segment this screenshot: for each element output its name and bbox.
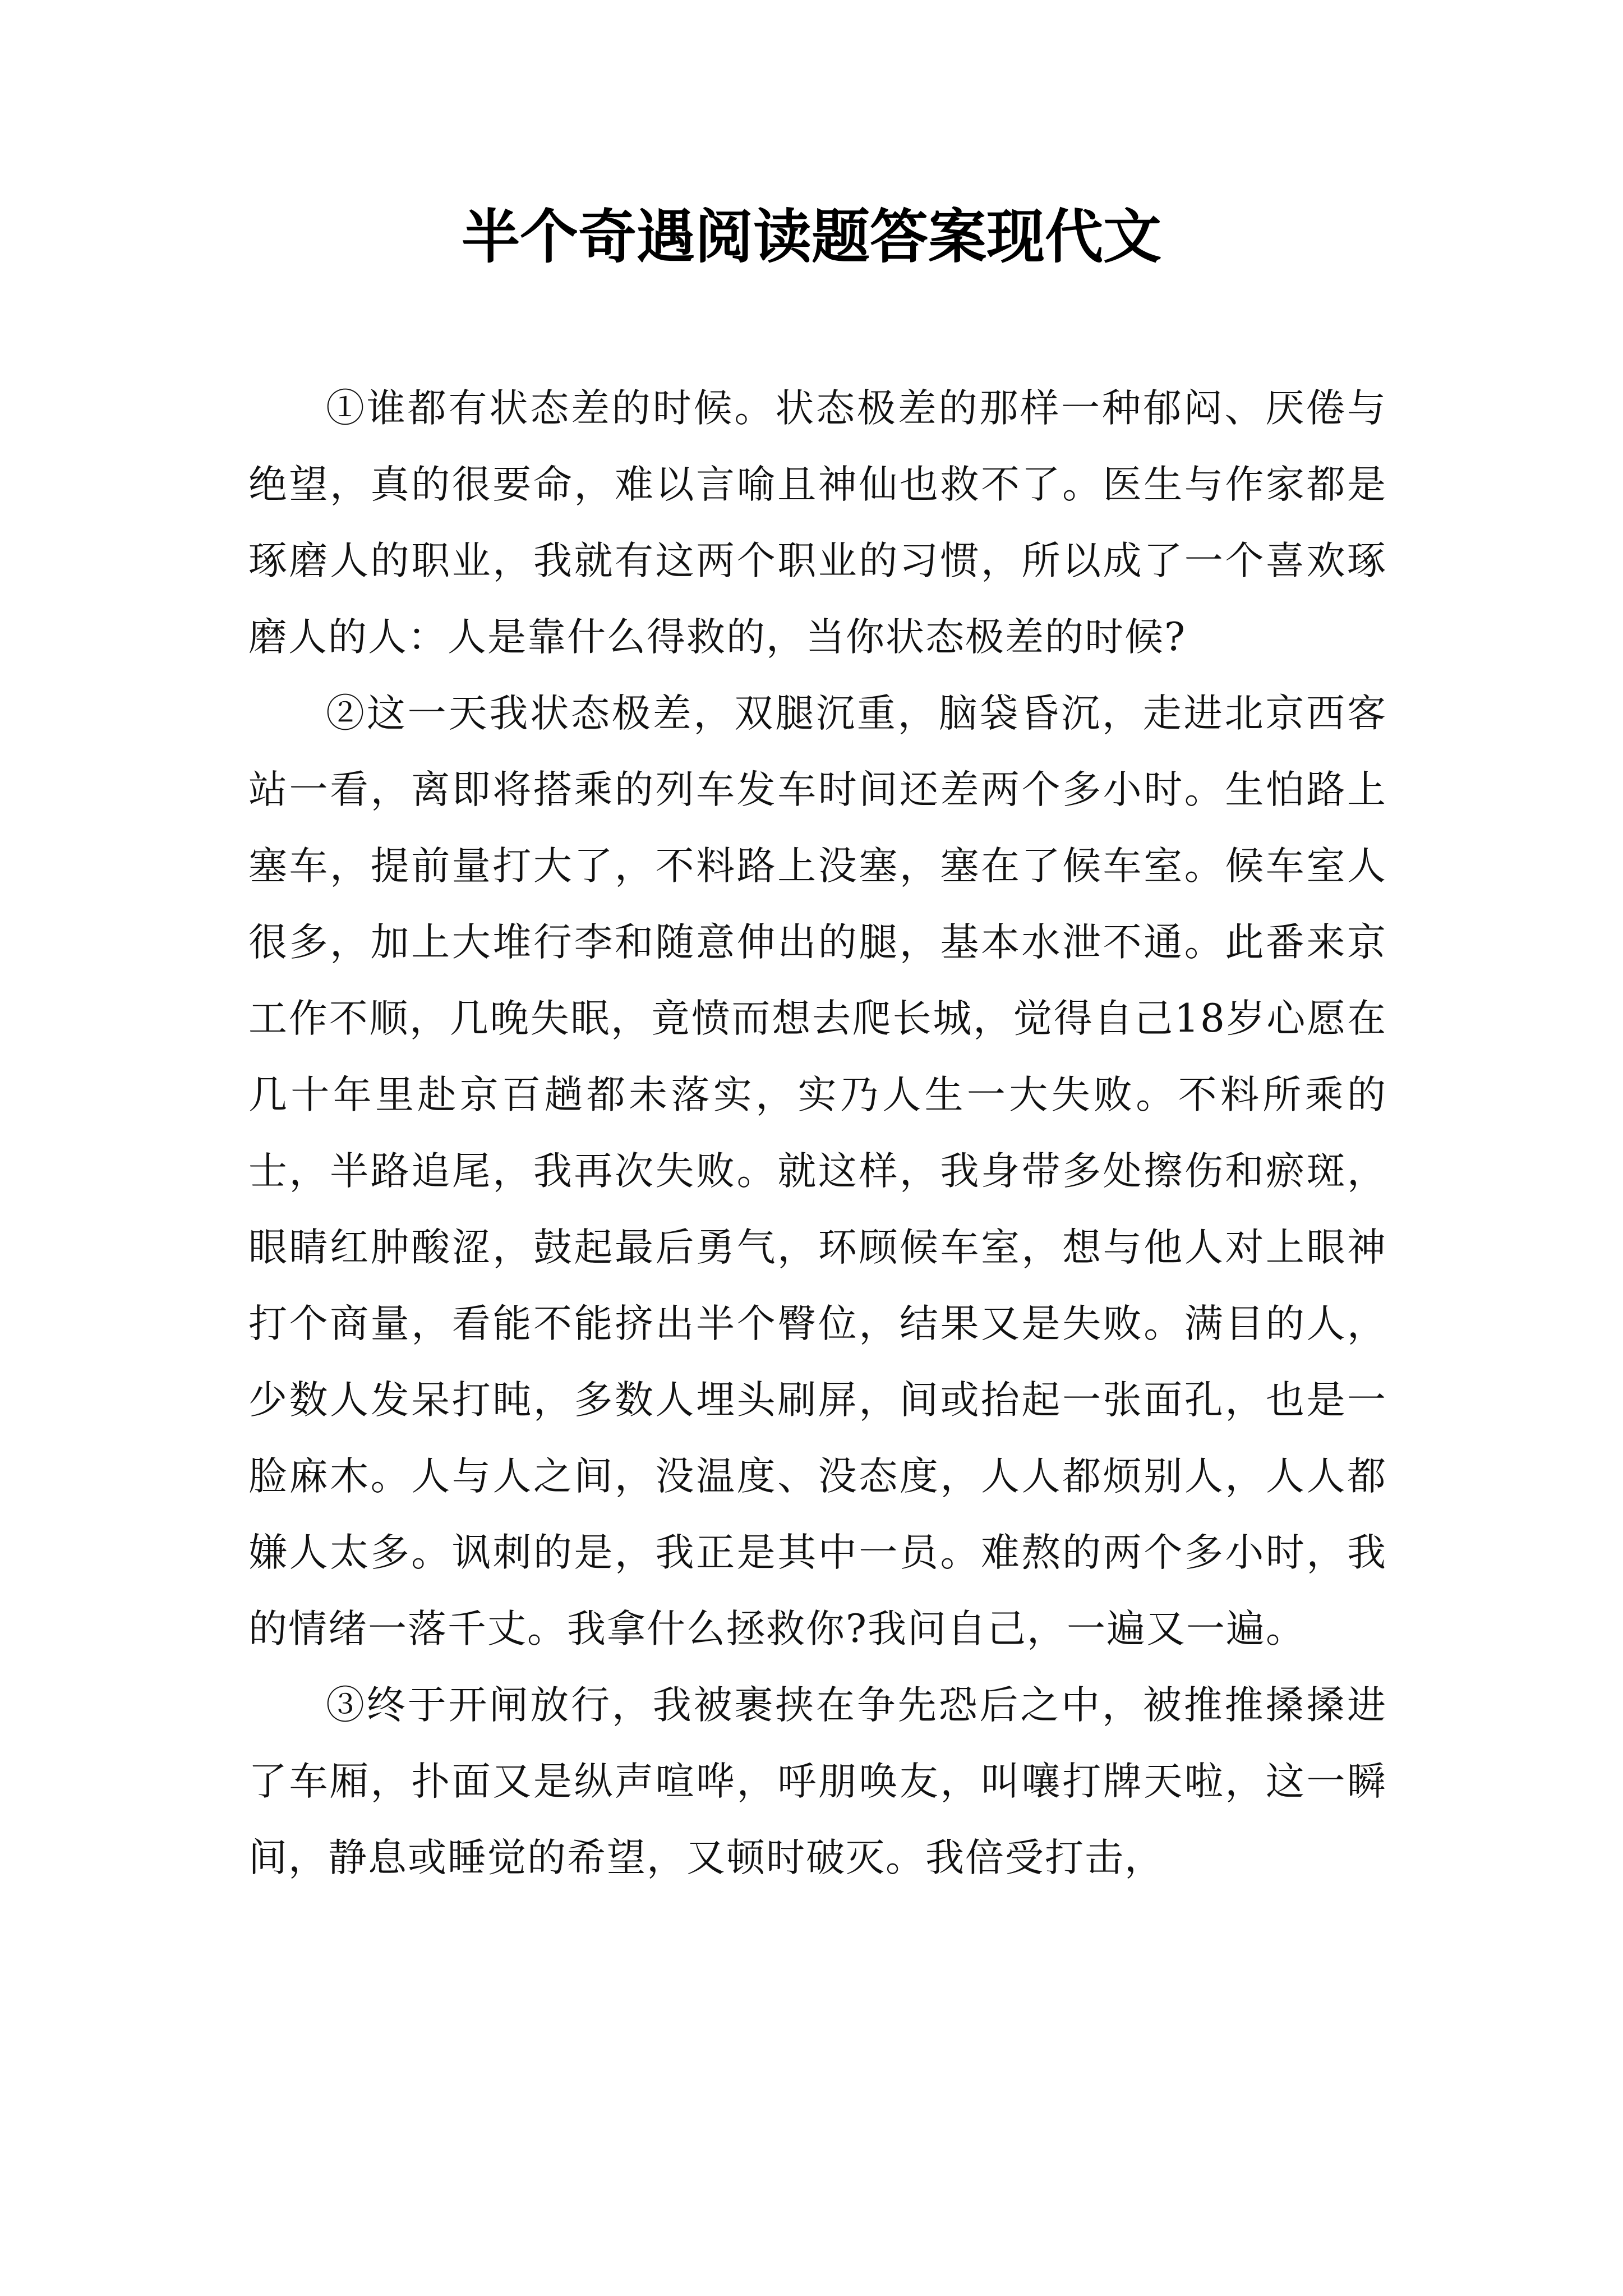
document-body <box>248 370 1387 1896</box>
paragraph-1: ①谁都有状态差的时候。状态极差的那样一种郁闷、厌倦与绝望，真的很要命，难以言喻且神仙也救不了。医生与作家都是琢磨人的职业，我就有这两个职业的习惯，所以成了一个喜欢琢磨人的人：人是靠什么得救的，当你状态极差的时候? <box>248 386 1387 660</box>
document-title: 半个奇遇阅读题答案现代文 <box>461 202 1161 271</box>
paragraph-2: ②这一天我状态极差，双腿沉重，脑袋昏沉，走进北京西客站一看，离即将搭乘的列车发车时间还差两个多小时。生怕路上塞车，提前量打大了，不料路上没塞，塞在了候车室。候车室人很多，加上大堆行李和随意伸出的腿，基本水泄不通。此番来京工作不顺，几晚失眠，竟愤而想去爬长城，觉得自己18岁心愿在几十年里赴京百趟都未落实，实乃人生一大失败。不料所乘的士，半路追尾，我再次失败。就这样，我身带多处擦伤和瘀斑，眼睛红肿酸涩，鼓起最后勇气，环顾候车室，想与他人对上眼神打个商量，看能不能挤出半个臀位，结果又是失败。满目的人，少数人发呆打盹，多数人埋头刷屏，间或抬起一张面孔，也是一脸麻木。人与人之间，没温度、没态度，人人都烦别人，人人都嫌人太多。讽刺的是，我正是其中一员。难熬的两个多小时，我的情绪一落千丈。我拿什么拯救你?我问自己，一遍又一遍。 <box>248 691 1387 1651</box>
paragraph-3: ③终于开闸放行，我被裹挟在争先恐后之中，被推推搡搡进了车厢，扑面又是纵声喧哗，呼朋唤友，叫嚷打牌天啦，这一瞬间，静息或睡觉的希望，又顿时破灭。我倍受打击， <box>248 1683 1387 1880</box>
